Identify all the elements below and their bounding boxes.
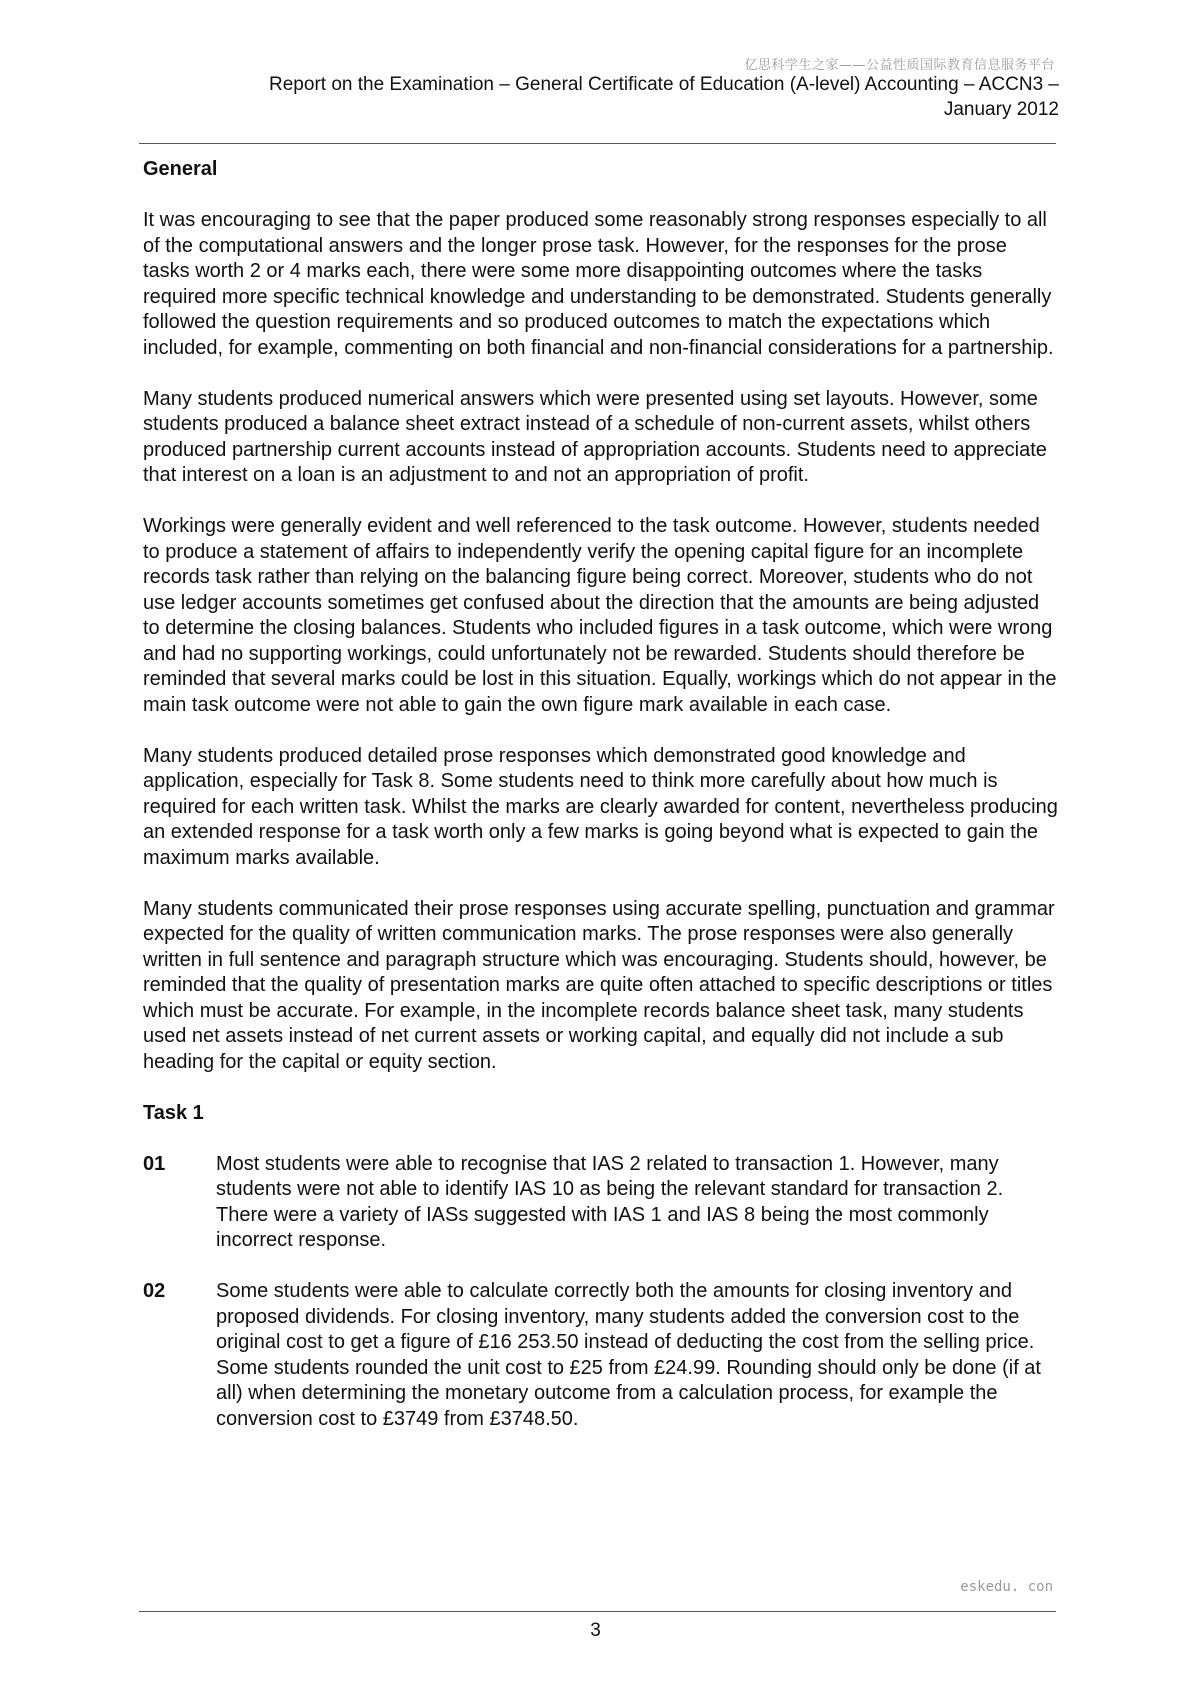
header-line-2: January 2012	[943, 99, 1059, 120]
watermark-bottom: eskedu. con	[960, 1579, 1053, 1595]
paragraph: It was encouraging to see that the paper produced some reasonably strong responses especially to all of the computational answers and the longer prose task. However, for the responses for the prose tasks worth 2 or 4 marks each, there were some more disappointing outcomes where the tasks required more specific technical knowledge and understanding to be demonstrated. Students generally followed the question requirements and so produced outcomes to match the expectations which included, for example, commenting on both financial and non-financial considerations for a partnership.	[143, 209, 1054, 359]
task-item-text: Some students were able to calculate correctly both the amounts for closing inventory and proposed dividends. For closing inventory, many students added the conversion cost to the original cost to get a figure of £16 253.50 instead of deducting the cost from the selling price. Some students rounded the unit cost to £25 from £24.99. Rounding should only be done (if at all) when determining the monetary outcome from a calculation process, for example the conversion cost to £3749 from £3748.50.	[216, 1280, 1041, 1430]
task-item-text: Most students were able to recognise that IAS 2 related to transaction 1. However, many students were not able to identify IAS 10 as being the relevant standard for transaction 2. There were a variety of IASs suggested with IAS 1 and IAS 8 being the most commonly incorrect response.	[216, 1152, 1004, 1251]
paragraph: Workings were generally evident and well referenced to the task outcome. However, students needed to produce a statement of affairs to independently verify the opening capital figure for an incomplete records task rather than relying on the balancing figure being correct. Moreover, students who do not use ledger accounts sometimes get confused about the direction that the amounts are being adjusted to determine the closing balances. Students who included figures in a task outcome, which were wrong and had no supporting workings, could unfortunately not be rewarded. Students should therefore be reminded that several marks could be lost in this situation. Equally, workings which do not appear in the main task outcome were not able to gain the own figure mark available in each case.	[143, 515, 1057, 716]
task-item-number: 01	[143, 1152, 166, 1175]
task-item	[143, 1152, 1058, 1254]
paragraph: Many students communicated their prose responses using accurate spelling, punctuation and grammar expected for the quality of written communication marks. The prose responses were also generally written in full sentence and paragraph structure which was encouraging. Students should, however, be reminded that the quality of presentation marks are quite often attached to specific descriptions or titles which must be accurate. For example, in the incomplete records balance sheet task, many students used net assets instead of net current assets or working capital, and equally did not include a sub heading for the capital or equity section.	[143, 897, 1055, 1073]
task-item	[143, 1279, 1058, 1432]
report-body	[143, 157, 1058, 1432]
paragraph: Many students produced detailed prose responses which demonstrated good knowledge and application, especially for Task 8. Some students need to think more carefully about how much is required for each written task. Whilst the marks are clearly awarded for content, nevertheless producing an extended response for a task worth only a few marks is going beyond what is expected to gain the maximum marks available.	[143, 744, 1058, 869]
task-item-number: 02	[143, 1280, 166, 1302]
header-line-1: Report on the Examination – General Certificate of Education (A-level) Accounting – ACCN3 –	[269, 74, 1059, 95]
footer-rule	[139, 1611, 1056, 1612]
page-number: 3	[590, 1620, 601, 1641]
section-heading-task-1: Task 1	[143, 1101, 204, 1124]
page-header	[159, 72, 1059, 122]
paragraph: Many students produced numerical answers which were presented using set layouts. However, some students produced a balance sheet extract instead of a schedule of non-current assets, whilst others produced partnership current accounts instead of appropriation accounts. Students need to appreciate that interest on a loan is an adjustment to and not an appropriation of profit.	[143, 387, 1047, 486]
section-heading-general: General	[143, 158, 218, 180]
watermark-top: 亿思科学生之家——公益性质国际教育信息服务平台	[744, 58, 1055, 73]
header-rule	[139, 143, 1056, 144]
